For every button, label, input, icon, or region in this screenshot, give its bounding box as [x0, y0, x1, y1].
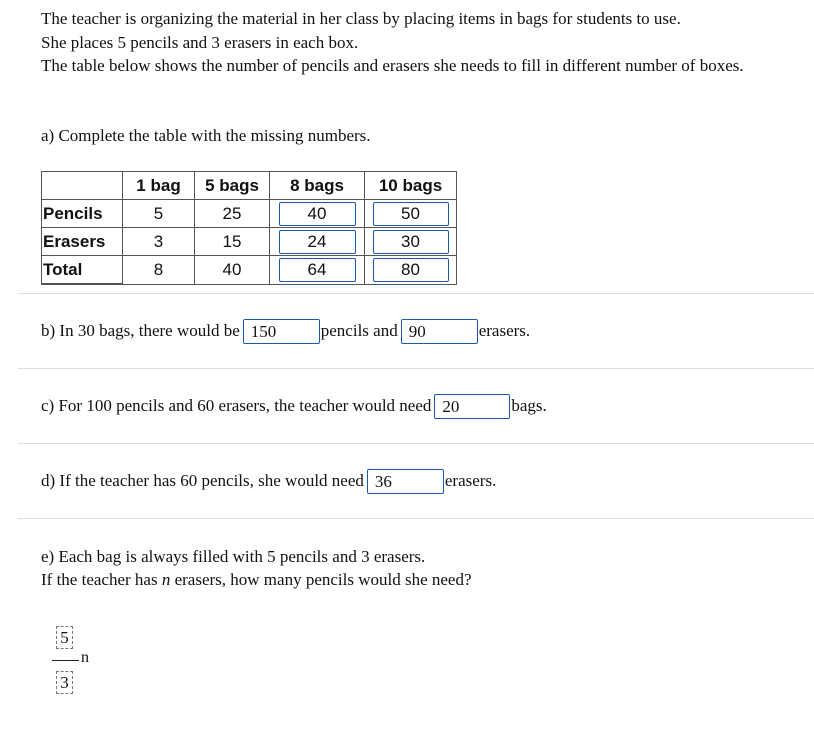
- fraction-bar: [52, 660, 79, 661]
- cell-total-1-bag: 8: [123, 256, 195, 284]
- part-a-prompt: a) Complete the table with the missing numbers.: [41, 126, 371, 145]
- problem-intro: [41, 7, 786, 78]
- section-divider: [18, 368, 814, 369]
- total-10-bags-input[interactable]: 80: [373, 258, 449, 282]
- part-b-question: [41, 319, 530, 345]
- part-b-text-before: b) In 30 bags, there would be: [41, 321, 240, 340]
- fraction-answer: [50, 624, 110, 694]
- cell-erasers-1-bag: 3: [123, 228, 195, 256]
- cell-total-10-bags: [365, 256, 456, 284]
- table-row-total: [42, 256, 456, 284]
- erasers-10-bags-input[interactable]: 30: [373, 230, 449, 254]
- section-divider: [18, 293, 814, 294]
- part-d-text-after: erasers.: [444, 471, 497, 490]
- table-header-8-bags: 8 bags: [270, 172, 365, 200]
- pencils-8-bags-input[interactable]: 40: [279, 202, 356, 226]
- erasers-8-bags-input[interactable]: 24: [279, 230, 356, 254]
- pencils-10-bags-input[interactable]: 50: [373, 202, 449, 226]
- bags-needed-input[interactable]: 20: [434, 394, 510, 419]
- table-header-row: [42, 172, 456, 200]
- part-b-text-after: erasers.: [478, 321, 531, 340]
- total-8-bags-input[interactable]: 64: [279, 258, 356, 282]
- part-e-line-1: e) Each bag is always filled with 5 pencils and 3 erasers.: [41, 547, 426, 566]
- fraction-variable: n: [81, 649, 89, 666]
- cell-pencils-10-bags: [365, 200, 456, 228]
- part-c-question: [41, 394, 547, 420]
- cell-erasers-10-bags: [365, 228, 456, 256]
- part-e-line-2-after: erasers, how many pencils would she need?: [170, 570, 472, 589]
- cell-erasers-8-bags: [270, 228, 365, 256]
- bags-table: [41, 171, 457, 285]
- part-e-question: [41, 545, 472, 591]
- table-row-erasers: [42, 228, 456, 256]
- cell-pencils-1-bag: 5: [123, 200, 195, 228]
- part-e-line-2-before: If the teacher has: [41, 570, 162, 589]
- intro-line-1: The teacher is organizing the material in her class by placing items in bags for students to use.: [41, 9, 681, 28]
- intro-line-2: She places 5 pencils and 3 erasers in each box.: [41, 32, 359, 52]
- part-c-text-after: bags.: [511, 396, 547, 415]
- cell-total-5-bags: 40: [195, 256, 270, 284]
- pencils-30-bags-input[interactable]: 150: [243, 319, 320, 344]
- cell-erasers-5-bags: 15: [195, 228, 270, 256]
- table-header-blank: [42, 172, 123, 200]
- erasers-30-bags-input[interactable]: 90: [401, 319, 478, 344]
- cell-total-8-bags: [270, 256, 365, 284]
- table-header-10-bags: 10 bags: [365, 172, 456, 200]
- part-c-text-before: c) For 100 pencils and 60 erasers, the teacher would need: [41, 396, 432, 415]
- numerator-input[interactable]: 5: [56, 626, 73, 649]
- cell-pencils-5-bags: 25: [195, 200, 270, 228]
- row-label-total: Total: [42, 256, 123, 284]
- table-header-1-bag: 1 bag: [123, 172, 195, 200]
- row-label-erasers: Erasers: [42, 228, 123, 256]
- part-b-text-middle: pencils and: [320, 321, 398, 340]
- denominator-input[interactable]: 3: [56, 671, 73, 694]
- intro-line-3: The table below shows the number of pencils and erasers she needs to fill in different number of boxes.: [41, 56, 744, 75]
- section-divider: [18, 443, 814, 444]
- part-e-line-2: [41, 568, 472, 591]
- row-label-pencils: Pencils: [42, 200, 123, 228]
- table-header-5-bags: 5 bags: [195, 172, 270, 200]
- erasers-needed-input[interactable]: 36: [367, 469, 444, 494]
- cell-pencils-8-bags: [270, 200, 365, 228]
- table-row-pencils: [42, 200, 456, 228]
- part-d-text-before: d) If the teacher has 60 pencils, she would need: [41, 471, 364, 490]
- section-divider: [18, 518, 814, 519]
- part-e-variable-inline: n: [161, 570, 171, 589]
- part-d-question: [41, 469, 496, 495]
